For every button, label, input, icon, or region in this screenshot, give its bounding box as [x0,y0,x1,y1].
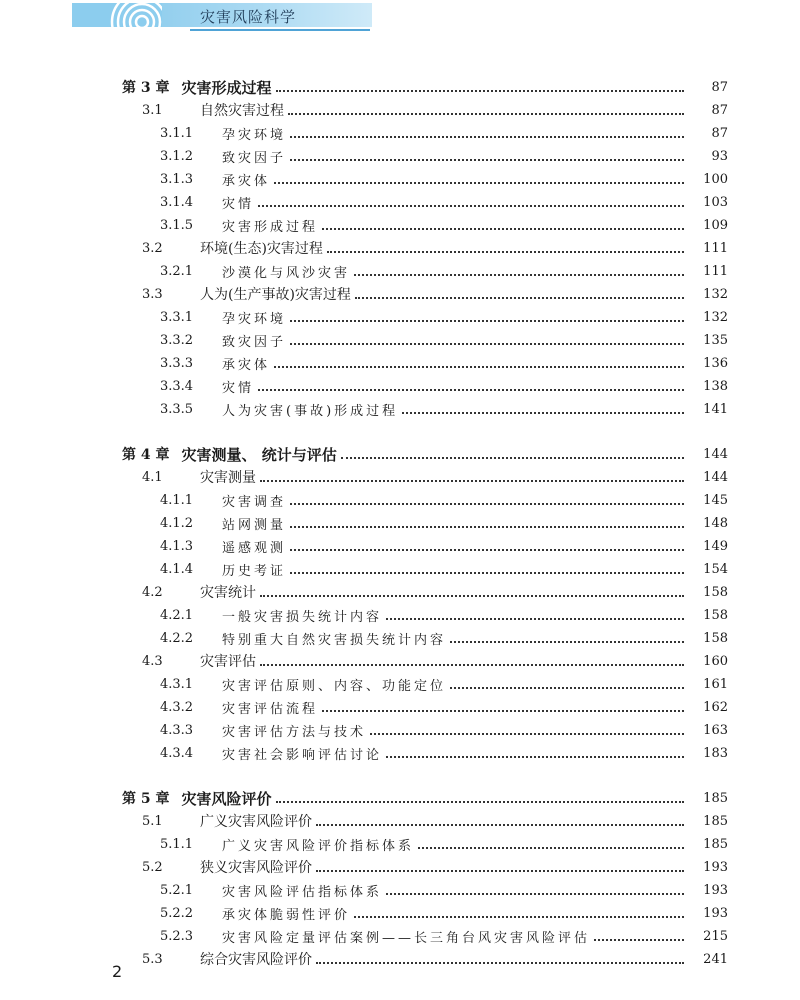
toc-title: 承灾体脆弱性评价 [222,907,351,923]
dot-leader [316,962,684,964]
toc-number: 5.1 [142,813,163,829]
toc-number: 3.3 [142,286,163,302]
dot-leader [594,939,684,941]
dot-leader [260,595,684,597]
toc-page-number: 103 [703,194,728,210]
toc-number: 5.3 [142,951,163,967]
toc-number: 4.1.2 [160,515,194,531]
toc-title: 致灾因子 [222,334,287,350]
toc-title: 灾害测量、 统计与评估 [181,445,337,464]
toc-number: 5.2.1 [160,882,194,898]
toc-number: 4.1 [142,469,163,485]
dot-leader [327,251,684,253]
dot-leader [450,687,684,689]
toc-title: 灾害社会影响评估讨论 [222,747,383,763]
toc-number: 4.1.1 [160,492,194,508]
toc-page-number: 132 [703,286,728,302]
toc-sub-row[interactable] [0,168,728,190]
toc-number: 3.3.2 [160,332,194,348]
toc-number: 3.2.1 [160,263,194,279]
toc-sub-row[interactable] [0,627,728,649]
toc-sub-row[interactable] [0,833,728,855]
toc-sub-row[interactable] [0,375,728,397]
toc-chapter-row[interactable] [0,76,728,98]
toc-sub-row[interactable] [0,696,728,718]
dot-leader [354,916,684,918]
dot-leader [370,733,684,735]
toc-page-number: 148 [703,515,728,531]
toc-number: 3.1.2 [160,148,194,164]
dot-leader [260,664,684,666]
toc-title: 灾害风险定量评估案例——长三角台风灾害风险评估 [222,930,591,946]
toc-title: 灾害统计 [200,585,256,601]
dot-leader [290,343,684,345]
dot-leader [274,366,684,368]
toc-title: 灾害评估方法与技术 [222,724,367,740]
toc-title: 灾情 [222,380,255,396]
toc-number: 4.2.2 [160,630,194,646]
toc-title: 广义灾害风险评价 [200,814,312,830]
toc-page-number: 111 [703,240,728,256]
toc-number: 5.2.3 [160,928,194,944]
toc-section-row[interactable] [0,948,728,970]
toc-title: 承灾体 [222,173,271,189]
toc-title: 灾害测量 [200,470,256,486]
dot-leader [290,549,684,551]
toc-page-number: 185 [703,813,728,829]
toc-sub-row[interactable] [0,535,728,557]
toc-number: 3.3.5 [160,401,194,417]
toc-sub-row[interactable] [0,329,728,351]
toc-number: 3.1 [142,102,163,118]
toc-number: 3.2 [142,240,163,256]
toc-page-number: 145 [703,492,728,508]
dot-leader [386,893,684,895]
toc-page-number: 183 [703,745,728,761]
toc-page-number: 144 [703,469,728,485]
toc-page-number: 87 [711,125,728,141]
toc-sub-row[interactable] [0,489,728,511]
toc-sub-row[interactable] [0,558,728,580]
toc-number: 3.1.3 [160,171,194,187]
dot-leader [290,572,684,574]
toc-sub-row[interactable] [0,673,728,695]
dot-leader [322,228,684,230]
toc-number: 4.1.3 [160,538,194,554]
toc-sub-row[interactable] [0,512,728,534]
toc-number: 3.3.4 [160,378,194,394]
toc-page-number: 136 [703,355,728,371]
toc-sub-row[interactable] [0,398,728,420]
toc-title: 灾害评估流程 [222,701,319,717]
dot-leader [316,824,684,826]
toc-page-number: 109 [703,217,728,233]
dot-leader [290,159,684,161]
toc-page-number: 87 [711,102,728,118]
toc-number: 5.2 [142,859,163,875]
toc-title: 环境(生态)灾害过程 [200,241,323,257]
toc-page-number: 111 [703,263,728,279]
toc-page-number: 87 [711,79,728,95]
toc-number: 4.3.2 [160,699,194,715]
dot-leader [276,90,684,92]
toc-number: 5.1.1 [160,836,194,852]
spiral-logo-icon [72,0,162,48]
toc-title: 灾害形成过程 [222,219,319,235]
toc-page-number: 141 [703,401,728,417]
toc-number: 3.1.4 [160,194,194,210]
toc-page-number: 241 [703,951,728,967]
header-title: 灾害风险科学 [200,8,297,26]
toc-title: 致灾因子 [222,150,287,166]
toc-sub-row[interactable] [0,191,728,213]
dot-leader [290,503,684,505]
toc-number: 4.3 [142,653,163,669]
toc-page-number: 162 [703,699,728,715]
toc-sub-row[interactable] [0,145,728,167]
toc-title: 人为灾害(事故)形成过程 [222,403,399,419]
toc-title: 站网测量 [222,517,287,533]
dot-leader [258,205,684,207]
toc-number: 4.1.4 [160,561,194,577]
toc-page-number: 160 [703,653,728,669]
toc-page-number: 138 [703,378,728,394]
toc-title: 自然灾害过程 [200,103,284,119]
toc-number: 第 3 章 [122,80,170,96]
toc-number: 4.2.1 [160,607,194,623]
toc-title: 特别重大自然灾害损失统计内容 [222,632,447,648]
toc-page-number: 100 [703,171,728,187]
toc-number: 3.1.1 [160,125,194,141]
toc-title: 狭义灾害风险评价 [200,860,312,876]
toc-number: 3.3.1 [160,309,194,325]
toc-section-row[interactable] [0,650,728,672]
toc-page-number: 163 [703,722,728,738]
toc-page-number: 193 [703,905,728,921]
toc-sub-row[interactable] [0,879,728,901]
dot-leader [274,182,684,184]
dot-leader [260,480,684,482]
toc-title: 灾情 [222,196,255,212]
toc-title: 广义灾害风险评价指标体系 [222,838,415,854]
toc-page-number: 193 [703,882,728,898]
toc-sub-row[interactable] [0,352,728,374]
toc-page-number: 144 [703,446,728,462]
toc-page-number: 132 [703,309,728,325]
toc-sub-row[interactable] [0,902,728,924]
toc-title: 沙漠化与风沙灾害 [222,265,351,281]
toc-sub-row[interactable] [0,604,728,626]
dot-leader [290,136,684,138]
toc-page-number: 149 [703,538,728,554]
toc-title: 承灾体 [222,357,271,373]
dot-leader [290,320,684,322]
page-header [0,0,800,48]
toc-sub-row[interactable] [0,925,728,947]
toc-section-row[interactable] [0,466,728,488]
dot-leader [288,113,684,115]
toc-page-number: 161 [703,676,728,692]
toc-chapter-row[interactable] [0,443,728,465]
toc-section-row[interactable] [0,237,728,259]
toc-title: 遥感观测 [222,540,287,556]
toc-title: 灾害调查 [222,494,287,510]
toc-page-number: 93 [711,148,728,164]
dot-leader [418,847,684,849]
toc-number: 4.3.3 [160,722,194,738]
toc-page-number: 158 [703,584,728,600]
toc-sub-row[interactable] [0,306,728,328]
toc-title: 孕灾环境 [222,127,287,143]
toc-number: 5.2.2 [160,905,194,921]
toc-sub-row[interactable] [0,122,728,144]
toc-title: 一般灾害损失统计内容 [222,609,383,625]
toc-number: 4.3.4 [160,745,194,761]
toc-section-row[interactable] [0,99,728,121]
dot-leader [450,641,684,643]
toc-section-row[interactable] [0,810,728,832]
toc-chapter-row[interactable] [0,787,728,809]
toc-number: 第 4 章 [122,447,170,463]
dot-leader [386,756,684,758]
toc-title: 灾害形成过程 [181,78,272,97]
toc-page-number: 154 [703,561,728,577]
toc-page-number: 158 [703,630,728,646]
toc-title: 人为(生产事故)灾害过程 [200,287,351,303]
toc-title: 灾害评估原则、内容、功能定位 [222,678,447,694]
toc-sub-row[interactable] [0,214,728,236]
dot-leader [258,389,684,391]
page-number: 2 [112,962,123,981]
toc-page-number: 158 [703,607,728,623]
toc-sub-row[interactable] [0,260,728,282]
toc-title: 灾害风险评估指标体系 [222,884,383,900]
toc-page-number: 185 [703,836,728,852]
dot-leader [290,526,684,528]
dot-leader [386,618,684,620]
toc-number: 3.3.3 [160,355,194,371]
dot-leader [316,870,684,872]
toc-sub-row[interactable] [0,742,728,764]
dot-leader [402,412,684,414]
toc-number: 4.3.1 [160,676,194,692]
toc-title: 综合灾害风险评价 [200,952,312,968]
toc-page-number: 193 [703,859,728,875]
toc-section-row[interactable] [0,856,728,878]
dot-leader [322,710,684,712]
toc-section-row[interactable] [0,283,728,305]
toc-number: 4.2 [142,584,163,600]
toc-section-row[interactable] [0,581,728,603]
toc-page-number: 215 [703,928,728,944]
toc-page-number: 185 [703,790,728,806]
toc-sub-row[interactable] [0,719,728,741]
dot-leader [354,274,684,276]
toc-title: 灾害评估 [200,654,256,670]
toc-number: 3.1.5 [160,217,194,233]
dot-leader [355,297,684,299]
toc-page-number: 135 [703,332,728,348]
dot-leader [341,457,684,459]
toc-title: 孕灾环境 [222,311,287,327]
toc-title: 灾害风险评价 [181,789,272,808]
toc-title: 历史考证 [222,563,287,579]
dot-leader [276,801,684,803]
header-rule [190,29,370,31]
toc-number: 第 5 章 [122,791,170,807]
